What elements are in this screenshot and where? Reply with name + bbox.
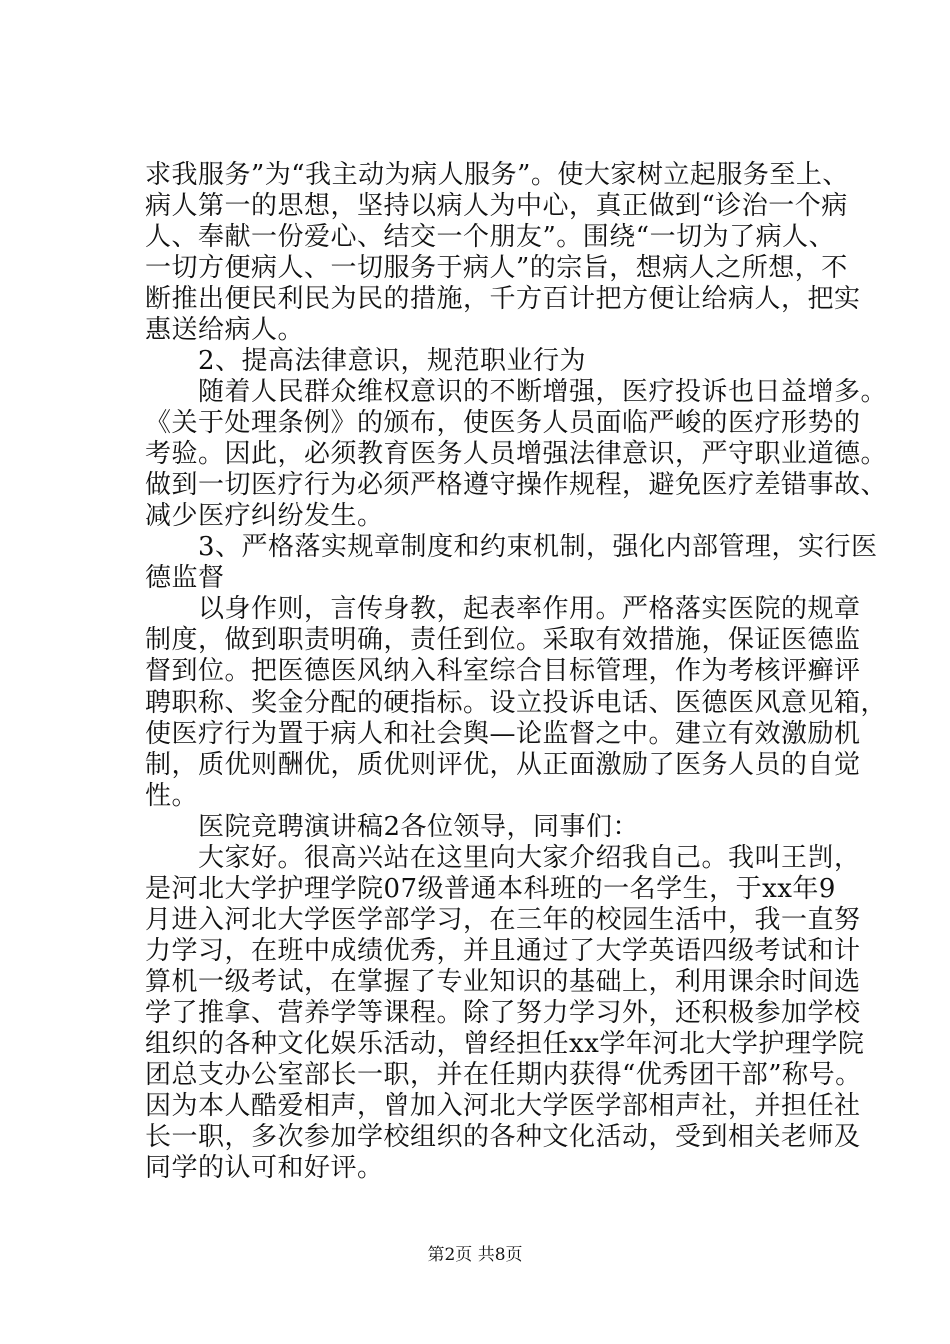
section-heading: 2、提高法律意识，规范职业行为 — [145, 346, 587, 376]
text-line: 断推出便民利民为民的措施，千方百计把方便让给病人，把实 — [145, 284, 861, 314]
text-line: 团总支办公室部长一职，并在任期内获得“优秀团干部”称号。 — [145, 1060, 862, 1090]
text-line: 医院竞聘演讲稿2各位领导，同事们： — [145, 812, 640, 842]
text-line: 月进入河北大学医学部学习，在三年的校园生活中，我一直努 — [145, 905, 861, 935]
text-line: 考验。因此，必须教育医务人员增强法律意识，严守职业道德。 — [145, 439, 888, 469]
text-line: 力学习，在班中成绩优秀，并且通过了大学英语四级考试和计 — [145, 936, 861, 966]
text-line: 同学的认可和好评。 — [145, 1153, 384, 1183]
text-line: 使医疗行为置于病人和社会舆—论监督之中。建立有效激励机 — [145, 719, 861, 749]
text-line: 聘职称、奖金分配的硬指标。设立投诉电话、医德医风意见箱， — [145, 688, 888, 718]
text-line: 组织的各种文化娱乐活动，曾经担任xx学年河北大学护理学院 — [145, 1029, 865, 1059]
section-heading: 德监督 — [145, 563, 225, 593]
text-line: 求我服务”为“我主动为病人服务”。使大家树立起服务至上、 — [145, 160, 849, 190]
text-line: 病人第一的思想，坚持以病人为中心，真正做到“诊治一个病 — [145, 191, 848, 221]
text-line: 减少医疗纠纷发生。 — [145, 501, 384, 531]
text-line: 是河北大学护理学院07级普通本科班的一名学生，于xx年9 — [145, 874, 836, 904]
text-line: 督到位。把医德医风纳入科室综合目标管理，作为考核评癣评 — [145, 656, 861, 686]
text-line: 随着人民群众维权意识的不断增强，医疗投诉也日益增多。 — [145, 377, 888, 407]
text-line: 人、奉献一份爱心、结交一个朋友”。围绕“一切为了病人、 — [145, 222, 836, 252]
text-line: 因为本人酷爱相声，曾加入河北大学医学部相声社，并担任社 — [145, 1091, 861, 1121]
text-line: 《关于处理条例》的颁布，使医务人员面临严峻的医疗形势的 — [145, 408, 861, 438]
text-line: 惠送给病人。 — [145, 315, 305, 345]
text-line: 长一职，多次参加学校组织的各种文化活动，受到相关老师及 — [145, 1122, 861, 1152]
text-line: 大家好。很高兴站在这里向大家介绍我自己。我叫王剀， — [145, 843, 861, 873]
text-line: 制度，做到职责明确，责任到位。采取有效措施，保证医德监 — [145, 625, 861, 655]
text-line: 以身作则，言传身教，起表率作用。严格落实医院的规章 — [145, 594, 861, 624]
text-line: 性。 — [145, 781, 199, 811]
text-line: 一切方便病人、一切服务于病人”的宗旨，想病人之所想，不 — [145, 253, 848, 283]
page-number-footer: 第2页 共8页 — [427, 1245, 523, 1265]
text-line: 制，质优则酬优，质优则评优，从正面激励了医务人员的自觉 — [145, 750, 861, 780]
text-line: 做到一切医疗行为必须严格遵守操作规程，避免医疗差错事故、 — [145, 470, 888, 500]
text-line: 算机一级考试，在掌握了专业知识的基础上，利用课余时间选 — [145, 967, 861, 997]
text-line: 学了推拿、营养学等课程。除了努力学习外，还积极参加学校 — [145, 998, 861, 1028]
section-heading: 3、严格落实规章制度和约束机制，强化内部管理，实行医 — [145, 532, 878, 562]
